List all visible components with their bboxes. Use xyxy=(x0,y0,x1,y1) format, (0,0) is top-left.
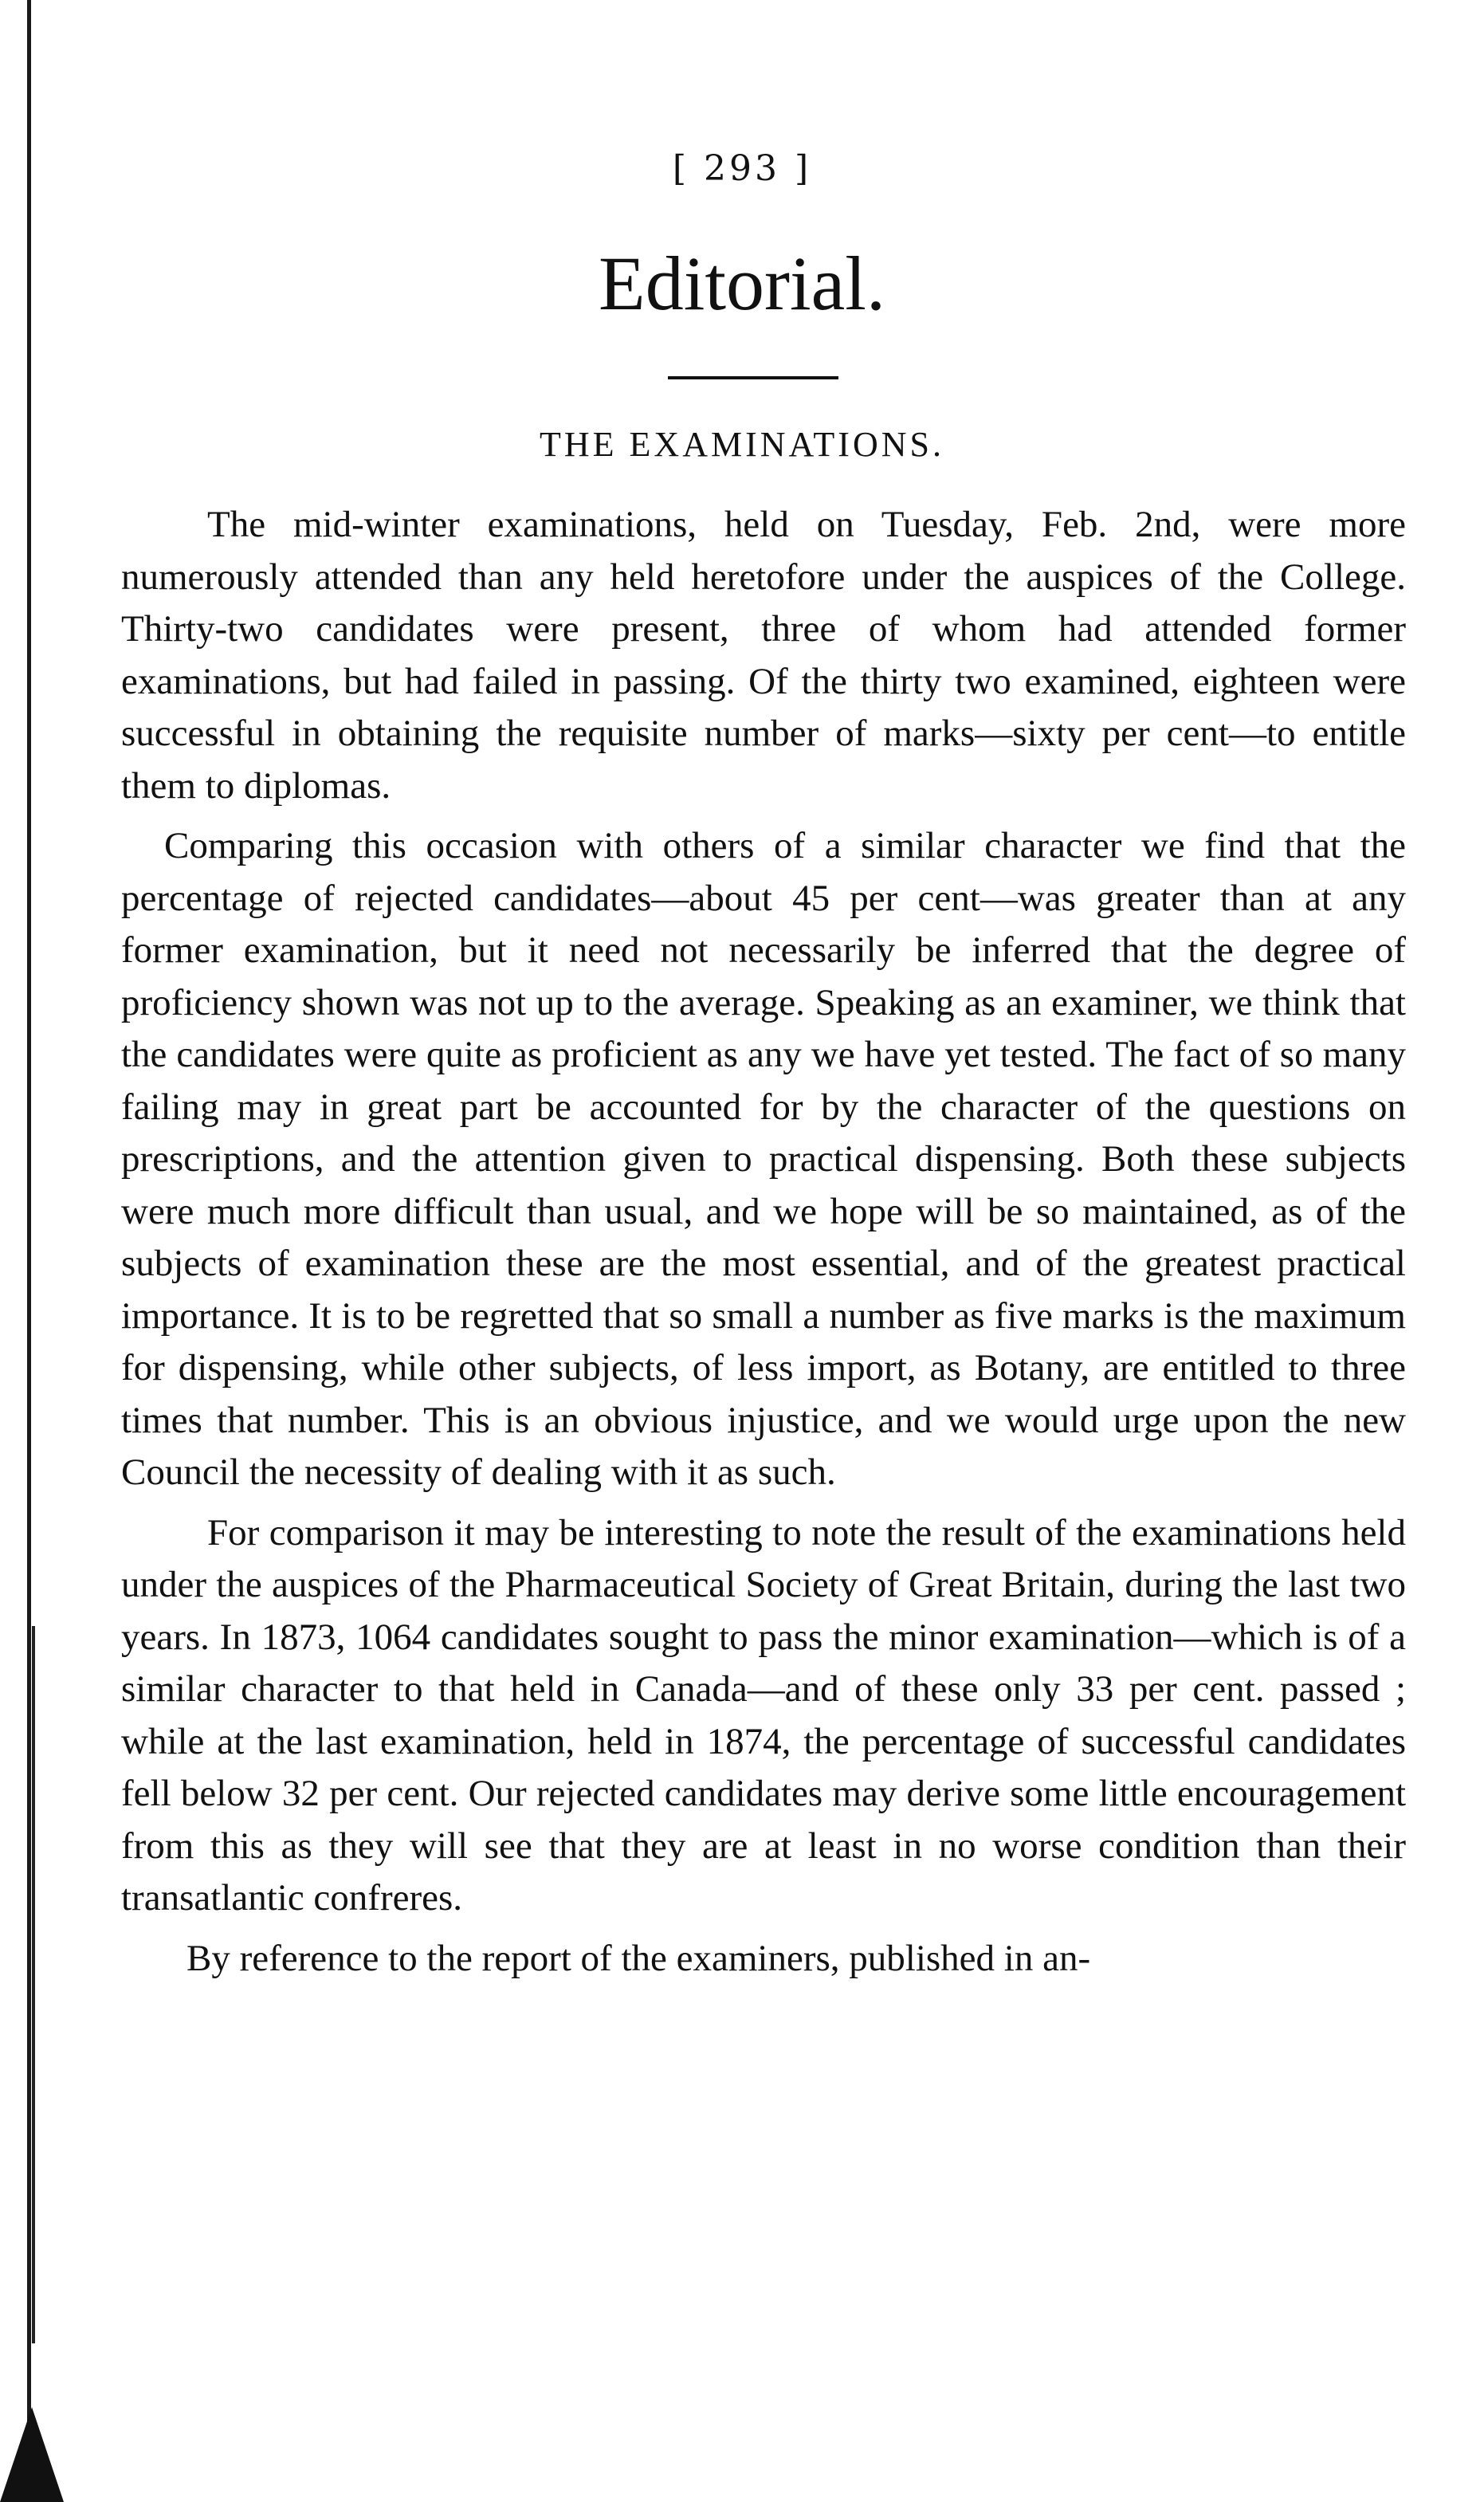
binding-edge xyxy=(27,0,31,2502)
binding-edge-inner xyxy=(32,1626,35,2343)
title-rule xyxy=(668,376,838,379)
binding-edge-foot xyxy=(0,2407,64,2502)
page-number: [ 293 ] xyxy=(672,148,812,189)
paragraph: By reference to the report of the examiners, published in an- xyxy=(186,1937,1091,1979)
paragraph: For comparison it may be interesting to note the result of the examinations held under the auspices of the Pharmaceutical Society of Great Britain, during the last two years. In 1873, 1064 candidates sought to pass the minor examination—which is of a similar character to that held in Canada—and of these only 33 per cent. passed ; while at the last examination, held in 1874, the percentage of successful candidates fell below 32 per cent. Our rejected candidates may derive some little encouragement from this as they will see that they are at least in no worse condition than their transatlantic confreres. xyxy=(121,1511,1406,1919)
paragraph: Comparing this occasion with others of a similar character we find that the percentage of rejected candidates—about 45 per cent—was greater than at any former examination, but it need not necessarily be inferred that the degree of proficiency shown was not up to the average. Speaking as an examiner, we think that the candidates were quite as proficient as any we have yet tested. The fact of so many failing may in great part be accounted for by the character of the questions on prescriptions, and the attention given to practical dispensing. Both these subjects were much more difficult than usual, and we hope will be so maintained, as of the subjects of examination these are the most essential, and of the greatest practical importance. It is to be regretted that so small a number as five marks is the maximum for dispensing, while other subjects, of less import, as Botany, are entitled to three times that number. This is an obvious injustice, and we would urge upon the new Council the necessity of dealing with it as such. xyxy=(121,825,1406,1493)
article-body xyxy=(121,499,1406,1993)
paragraph: The mid-winter examinations, held on Tuesday, Feb. 2nd, were more numerously attended than any held heretofore under the auspices of the College. Thirty-two candidates were present, three of whom had attended former examinations, but had failed in passing. Of the thirty two examined, eighteen were successful in obtaining the requisite number of marks—sixty per cent—to entitle them to diplomas. xyxy=(121,504,1406,807)
section-heading: THE EXAMINATIONS. xyxy=(540,425,944,464)
page-title: Editorial. xyxy=(599,241,885,326)
